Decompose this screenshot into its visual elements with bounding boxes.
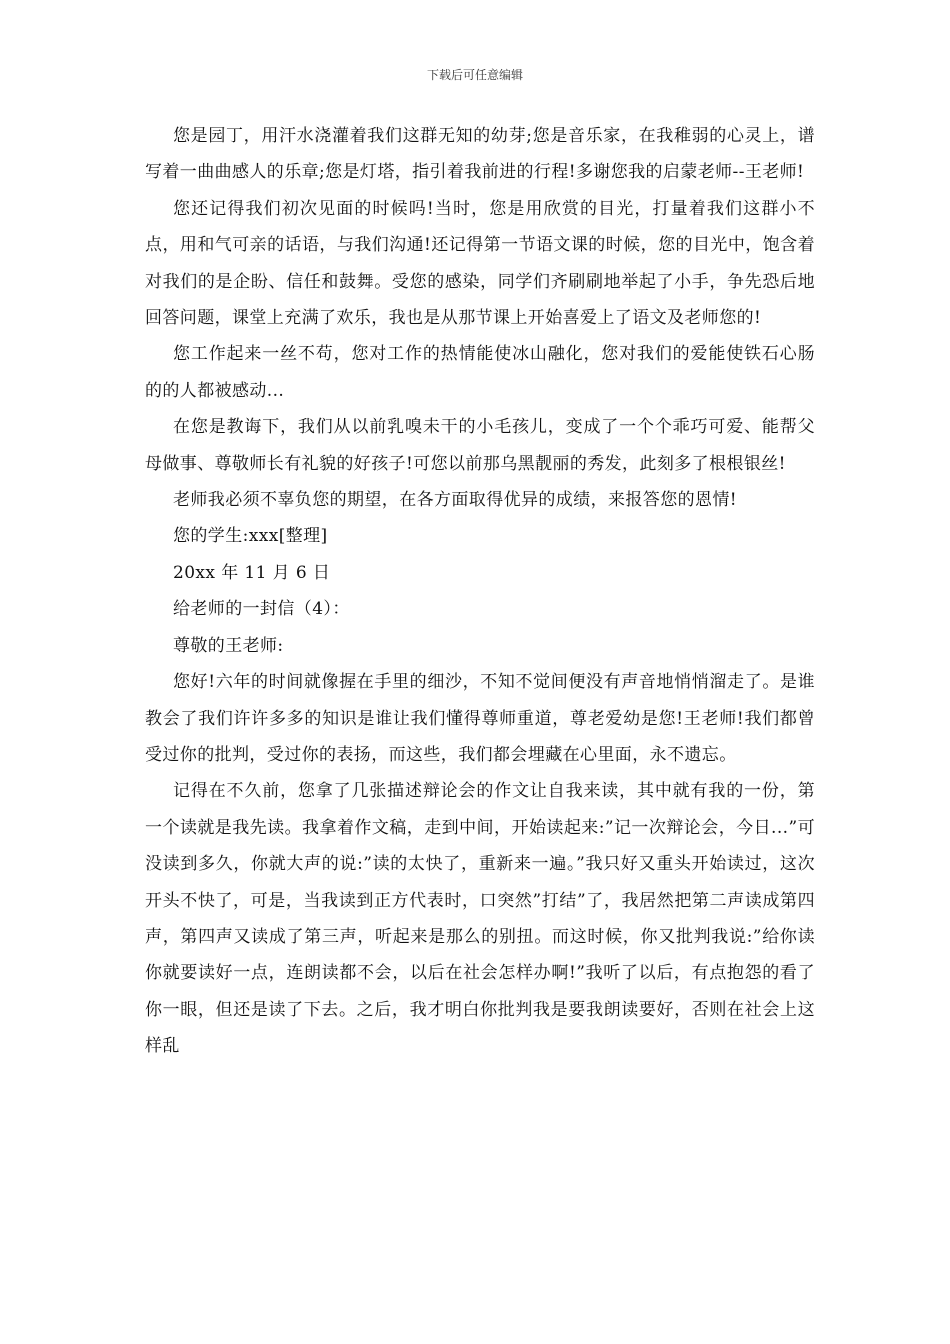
paragraph: 您是园丁，用汗水浇灌着我们这群无知的幼芽;您是音乐家，在我稚弱的心灵上，谱写着一曲曲感人的乐章;您是灯塔，指引着我前进的行程!多谢您我的启蒙老师--王老师! <box>145 126 815 183</box>
paragraph: 您好!六年的时间就像握在手里的细沙，不知不觉间便没有声音地悄悄溜走了。是谁教会了我们许许多多的知识是谁让我们懂得尊师重道，尊老爱幼是您!王老师!我们都曾受过你的批判，受过你的表扬，而这些，我们都会埋藏在心里面，永不遗忘。 <box>145 672 815 765</box>
paragraph: 您还记得我们初次见面的时候吗!当时，您是用欣赏的目光，打量着我们这群小不点，用和气可亲的话语，与我们沟通!还记得第一节语文课的时候，您的目光中，饱含着对我们的是企盼、信任和鼓舞。受您的感染，同学们齐刷刷地举起了小手，争先恐后地回答问题，课堂上充满了欢乐，我也是从那节课上开始喜爱上了语文及老师您的! <box>145 198 815 329</box>
letter-title: 给老师的一封信（4）： <box>173 599 350 620</box>
paragraph: 您工作起来一丝不苟，您对工作的热情能使冰山融化，您对我们的爱能使铁石心肠的的人都被感动... <box>145 344 815 401</box>
letter-body <box>145 118 815 1065</box>
page-header: 下载后可任意编辑 <box>426 68 523 82</box>
paragraph: 老师我必须不辜负您的期望，在各方面取得优异的成绩，来报答您的恩情! <box>173 490 738 511</box>
salutation: 尊敬的王老师: <box>173 635 284 656</box>
paragraph: 在您是教诲下，我们从以前乳嗅未干的小毛孩儿，变成了一个个乖巧可爱、能帮父母做事、尊敬师长有礼貌的好孩子!可您以前那乌黑靓丽的秀发，此刻多了根根银丝! <box>145 417 815 474</box>
date: 20xx 年 11 月 6 日 <box>173 562 331 583</box>
signature: 您的学生:xxx[整理] <box>173 526 328 547</box>
paragraph: 记得在不久前，您拿了几张描述辩论会的作文让自我来读，其中就有我的一份，第一个读就是我先读。我拿着作文稿，走到中间，开始读起来:”记一次辩论会，今日...”可没读到多久，你就大声的说:”读的太快了，重新来一遍。”我只好又重头开始读过，这次开头不快了，可是，当我读到正方代表时，口突然”打结”了，我居然把第二声读成第四声，第四声又读成了第三声，听起来是那么的别扭。而这时候，你又批判我说:”给你读你就要读好一点，连朗读都不会，以后在社会怎样办啊!”我听了以后，有点抱怨的看了你一眼，但还是读了下去。之后，我才明白你批判我是要我朗读要好，否则在社会上这样乱 <box>145 781 815 1057</box>
